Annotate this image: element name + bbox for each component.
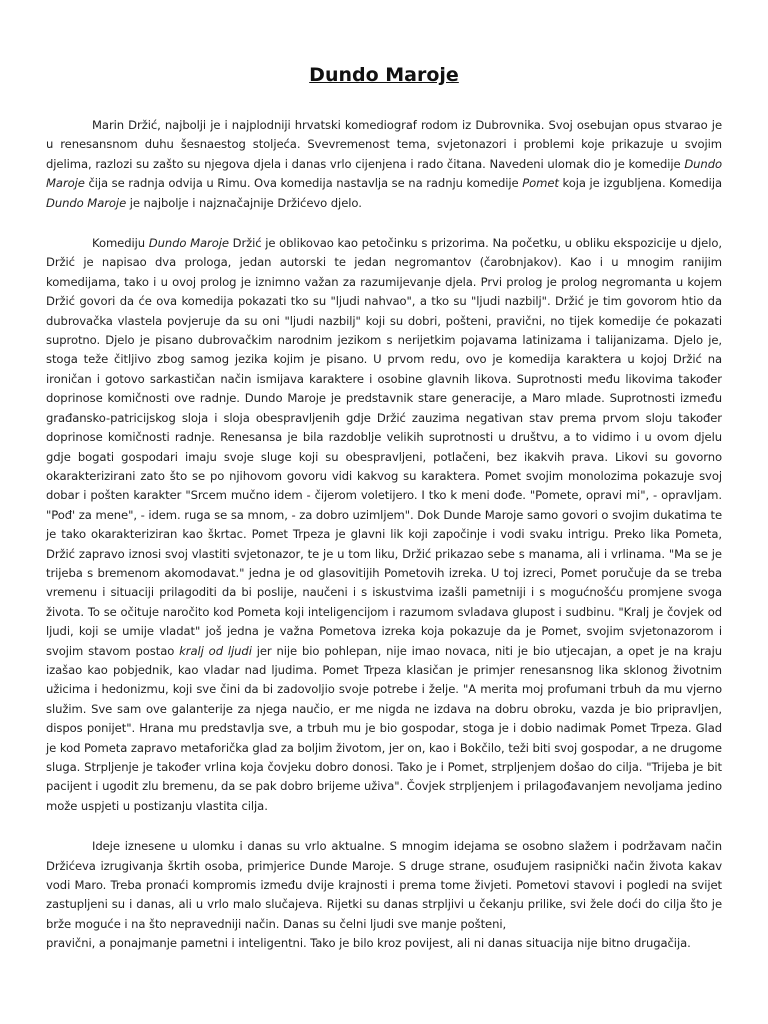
document-body xyxy=(46,116,722,954)
paragraph-text: Komediju xyxy=(92,236,149,251)
paragraph-text: jer nije bio pohlepan, nije imao novaca, niti je bio utjecajan, a opet je na kraju izašao kao pobjednik, kao vladar nad ljudima. Pomet Trpeza klasičan je primjer renesansnog lika sklonog životnim užicima i hedonizmu, koji sve čini da bi zadovoljio svoje potrebe i želje. "A merita moj profumani trbuh da mu vjerno služim. Sve sam ove galanterije za njega naučio, er me nigda ne izdava na dobru obroku, vazda je bio pripravljen, dispos ponijet". Hrana mu predstavlja sve, a trbuh mu je bio gospodar, stoga je i dobio nadimak Pomet Trpeza. Glad je kod Pometa zapravo metaforička glad za boljim životom, jer on, kao i Bokčilo, teži biti svoj gospodar, a ne drugome sluga. Strpljenje je također vrlina koja čovjeku dobro donosi. Tako je i Pomet, strpljenjem došao do cilja. "Trijeba je bit pacijent i ugodit zlu bremenu, da se pak dobro brijeme uživa". Čovjek strpljenjem i prilagođavanjem nevoljama jedino može uspjeti u postizanju vlastita cilja. xyxy=(46,643,722,813)
paragraph-text: Ideje iznesene u ulomku i danas su vrlo aktualne. S mnogim idejama se osobno slažem i podržavam način Držićeva izrugivanja škrtih osoba, primjerice Dunde Maroje. S druge strane, osuđujem rasipnički način života kakav vodi Maro. Treba pronaći kompromis između dvije krajnosti i prema tome živjeti. Pometovi stavovi i pogledi na svijet zastupljeni su i danas, ali u vrlo malo slučajeva. Rijetki su danas strpljivi u čekanju prilike, svi žele doći do cilja što je brže moguće i na što nepravedniji način. Danas su čelni ljudi sve manje pošteni, xyxy=(46,839,722,931)
italic-title-text: Pomet xyxy=(522,176,559,191)
paragraph-3 xyxy=(46,837,722,953)
italic-title-text: kralj od ljudi xyxy=(179,643,252,658)
paragraph-1 xyxy=(46,116,722,213)
paragraph-text: Držić je oblikovao kao petočinku s prizorima. Na početku, u obliku ekspozicije u djelo, Držić je napisao dva prologa, jedan autorski te jedan negromantov (čarobnjakov). Kao i u mnogim ranijim komedijama, tako i u ovoj prolog je iznimno važan za razumijevanje djela. Prvi prolog je prolog negromanta u kojem Držić govori da će ova komedija pokazati tko su "ljudi nahvao", a tko su "ljudi nazbilj". Držić je tim govorom htio da dubrovačka vlastela povjeruje da su oni "ljudi nazbilj" koji su dobri, pošteni, pravični, no tijek komedije će pokazati suprotno. Djelo je pisano dubrovačkim narodnim jezikom s nerijetkim pojavama latinizama i talijanizama. Djelo je, stoga teže čitljivo zbog samog jezika kojim je pisano. U prvom redu, ovo je komedija karaktera u kojoj Držić na ironičan i gotovo sarkastičan način ismijava karaktere i osobine glavnih likova. Suprotnosti među likovima također doprinose komičnosti ove radnje. Dundo Maroje je predstavnik stare generacije, a Maro mlade. Suprotnosti između građansko-patricijskog sloja i sloja obespravljenih gdje Držić zauzima negativan stav prema prvom sloju također doprinose komičnosti radnje. Renesansa je bila razdoblje velikih suprotnosti u društvu, a to vidimo i u ovom djelu gdje bogati gospodari imaju svoje sluge koji su obespravljeni, potlačeni, bez ikakvih prava. Likovi su govorno okarakterizirani zato što se po njihovom govoru vidi kakvog su karaktera. Pomet svojim monolozima pokazuje svoj dobar i pošten karakter "Srcem mučno idem - čijerom voletijero. I tko k meni dođe. "Pomete, opravi mi", - opravljam. "Pođ' za mene", - idem. ruga se sa mnom, - za dobro uzimljem". Dok Dunde Maroje samo govori o svojim dukatima te je tako okarakteriziran kao škrtac. Pomet Trpeza je glavni lik koji započinje i vodi svaku intrigu. Preko lika Pometa, Držić zapravo iznosi svoj vlastiti svjetonazor, te je u tom liku, Držić prikazao sebe s manama, ali i vrlinama. "Ma se je trijeba s bremenom akomodavat." jedna je od glasovitijih Pometovih izreka. U toj izreci, Pomet poručuje da se treba vremenu i situaciji prilagoditi da bi poslije, naučeni i s iskustvima izašli pametniji i s mogućnošću promjene svoga života. To se očituje naročito kod Pometa koji inteligencijom i razumom svladava glupost i sudbinu. "Kralj je čovjek od ljudi, koji se umije vladat" još jedna je važna Pometova izreka koja pokazuje da je Pomet, svojim svjetonazorom i svojim stavom postao xyxy=(46,236,722,658)
paragraph-last-line: pravični, a ponajmanje pametni i inteligentni. Tako je bilo kroz povijest, ali ni danas situacija nije bitno drugačija. xyxy=(46,936,691,951)
italic-title-text: Dundo Maroje xyxy=(46,195,127,210)
italic-title-text: Dundo Maroje xyxy=(148,236,229,251)
italic-title-text: Dundo Maroje xyxy=(46,156,722,191)
paragraph-text: čija se radnja odvija u Rimu. Ova komedija nastavlja se na radnju komedije xyxy=(84,176,523,191)
paragraph-text: koja je izgubljena. Komedija xyxy=(558,176,722,191)
paragraph-text: je najbolje i najznačajnije Držićevo djelo. xyxy=(126,195,362,210)
document-title: Dundo Maroje xyxy=(309,64,459,86)
paragraph-text: Marin Držić, najbolji je i najplodniji hrvatski komediograf rodom iz Dubrovnika. Svoj osebujan opus stvarao je u renesansnom duhu šesnaestog stoljeća. Svevremenost tema, svjetonazori i problemi koje prikazuje u svojim djelima, razlozi su zašto su njegova djela i danas vrlo cijenjena i rado čitana. Navedeni ulomak dio je komedije xyxy=(46,118,722,171)
paragraph-2 xyxy=(46,234,722,816)
